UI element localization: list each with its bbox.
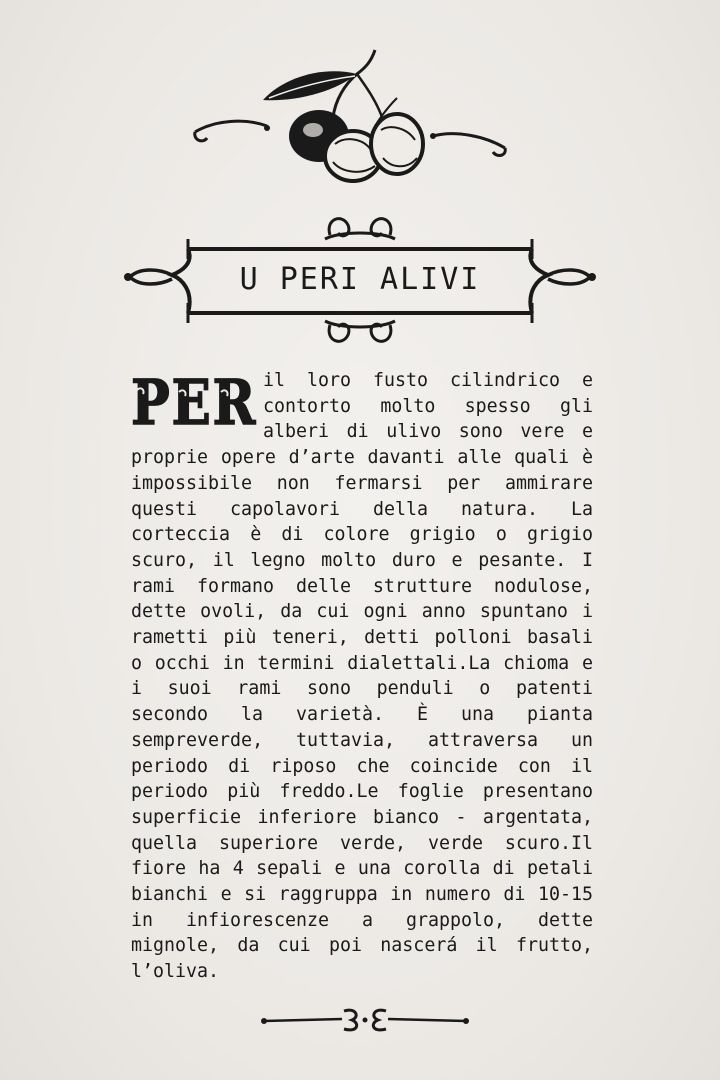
body-text-block (131, 368, 593, 985)
svg-text:PER: PER (131, 366, 257, 439)
dropcap-per (131, 366, 259, 439)
olive-branch-icon (185, 40, 515, 190)
bottom-flourish-icon (260, 1005, 470, 1035)
page-title: U PERI ALIVI (239, 262, 481, 297)
body-paragraph: il loro fusto cilindrico e contorto molto spesso gli alberi di ulivo sono vere e proprie opere d’arte davanti alle quali è impossibile non fermarsi per ammirare questi capolavori della natura. La corteccia è di colore grigio o grigio scuro, il legno molto duro e pesante. I rami formano delle strutture nodulose, dette ovoli, da cui ogni anno spuntano i rametti più teneri, detti polloni basali o occhi in termini dialettali.La chioma e i suoi rami sono penduli o patenti secondo la varietà. È una pianta sempreverde, tuttavia, attraversa un periodo di riposo che coincide con il periodo più freddo.Le foglie presentano superficie inferiore bianco - argentata, quella superiore verde, verde scuro.Il fiore ha 4 sepali e una corolla di petali bianchi e si raggruppa in numero di 10-15 in infiorescenze a grappolo, dette mignole, da cui poi nascerá il frutto, l’oliva. (131, 370, 593, 983)
